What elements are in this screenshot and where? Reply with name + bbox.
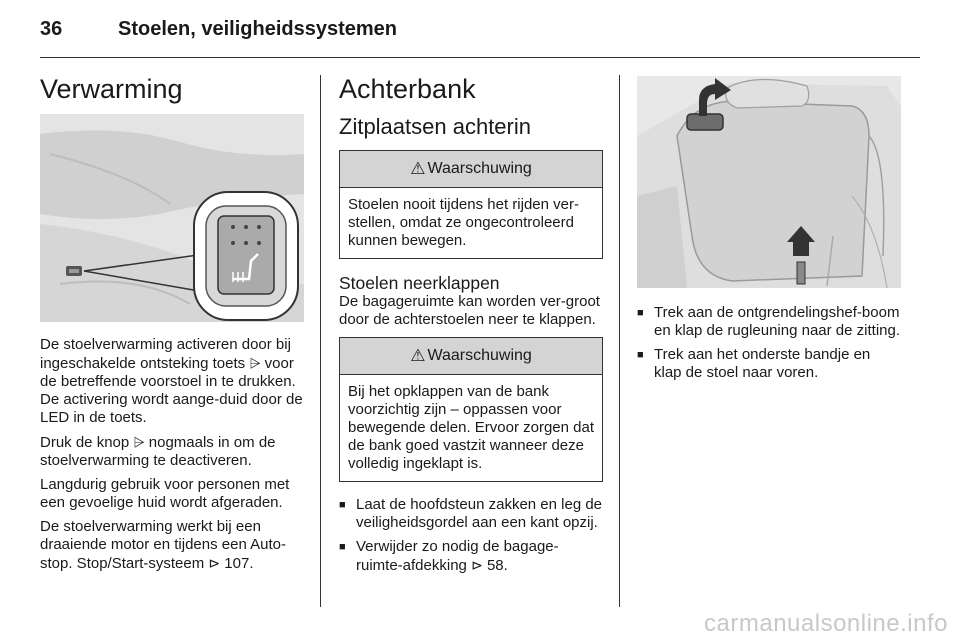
section-heading-rear-bench: Achterbank [339,74,476,104]
warning-title: Waarschuwing [427,160,532,177]
paragraph-sensitive-skin: Langdurig gebruik voor personen met een gevoelige huid wordt afgeraden. [40,476,290,511]
column-divider [320,75,321,607]
subheading-rear-seats: Zitplaatsen achterin [339,114,531,139]
warning-text: Stoelen nooit tijdens het rijden ver-stellen, omdat ze ongecontroleerd kunnen bewegen. [348,196,579,249]
column-rear-bench [339,72,603,581]
seat-heating-illustration-svg [40,114,304,322]
section-heading-heating: Verwarming [40,74,183,104]
seat-heating-icon: ⩥ [133,434,145,450]
section-title-fold-seats: Stoelen neerklappen [339,273,500,293]
warning-title: Waarschuwing [427,347,532,364]
list-item: ■ Trek aan de ontgrendelingshef-boom en klap de rugleuning naar de zitting. [637,304,901,340]
seat-heating-button-illustration [40,114,304,322]
page-reference-icon: ⊳ [208,555,221,571]
paragraph-activate: De stoelverwarming activeren door bij ingeschakelde ontsteking toets ⩥ voor de betreffende voorstoel in te drukken. De activering wordt aange-duid door de LED in de toets. [40,336,303,426]
column-heating [40,72,304,579]
warning-box [339,150,603,259]
seat-heating-icon: ⩥ [249,355,261,371]
paragraph-fold-seats: De bagageruimte kan worden ver-groot door de achterstoelen neer te klappen. [339,293,600,328]
warning-text: Bij het opklappen van de bank voorzichtig zijn – oppassen voor bewegende delen. Ervoor zorgen dat de bank goed vastzit wanneer deze volledig ingeklapt is. [348,383,595,472]
list-item: ■ Trek aan het onderste bandje en klap de stoel naar voren. [637,346,901,382]
warning-header [340,151,602,188]
rear-seat-illustration-svg [637,76,901,288]
column-divider [619,75,620,607]
page-number: 36 [40,18,63,40]
watermark: carmanualsonline.info [704,610,948,637]
page-reference-icon: ⊳ [471,557,483,573]
page-header [40,18,920,50]
column-fold-instructions [637,76,901,388]
warning-header [340,338,602,375]
warning-triangle-icon: ⚠ [410,346,426,365]
paragraph-deactivate: Druk de knop ⩥ nogmaals in om de stoelverwarming te deactiveren. [40,434,276,469]
warning-triangle-icon: ⚠ [410,159,426,178]
rear-seat-fold-illustration [637,76,901,288]
instruction-list [637,304,901,382]
instruction-list [339,496,603,575]
header-rule [40,57,920,58]
list-item: ■ Laat de hoofdsteun zakken en leg de veiligheidsgordel aan een kant opzij. [339,496,603,532]
chapter-title: Stoelen, veiligheidssystemen [118,18,397,40]
list-item: ■ Verwijder zo nodig de bagage-ruimte-afdekking ⊳ 58. [339,538,603,575]
warning-box [339,337,603,482]
paragraph-autostop: De stoelverwarming werkt bij een draaiende motor en tijdens een Auto-stop. Stop/Start-systeem ⊳ 107. [40,518,286,572]
